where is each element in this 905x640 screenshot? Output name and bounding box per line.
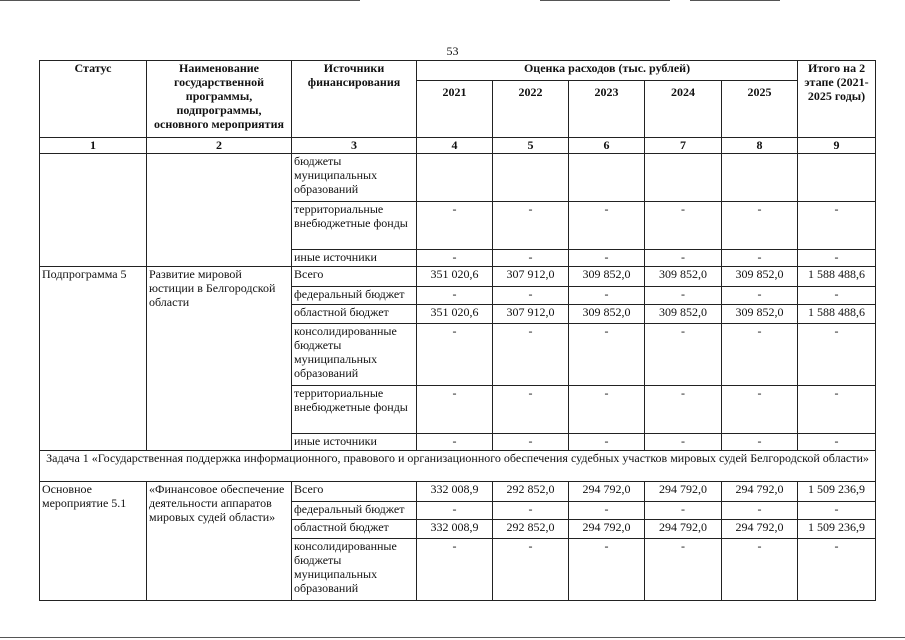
value-cell <box>417 154 493 202</box>
value-cell: 309 852,0 <box>645 267 722 287</box>
value-cell: 309 852,0 <box>569 267 645 287</box>
value-cell: - <box>569 287 645 305</box>
source-label: территориальные внебюджетные фонды <box>292 202 417 250</box>
value-cell: - <box>493 502 569 520</box>
value-cell: - <box>798 324 876 386</box>
header-status: Статус <box>40 61 147 138</box>
value-cell: - <box>722 386 798 434</box>
measure-row <box>40 482 876 502</box>
top-edge-line-far-right <box>690 0 780 1</box>
value-cell: - <box>645 386 722 434</box>
value-cell: 1 509 236,9 <box>798 482 876 502</box>
continuation-row <box>40 154 876 202</box>
value-cell: - <box>493 287 569 305</box>
source-label: областной бюджет <box>292 305 417 324</box>
source-label: федеральный бюджет <box>292 287 417 305</box>
source-label: федеральный бюджет <box>292 502 417 520</box>
value-cell: - <box>569 539 645 601</box>
value-cell: 292 852,0 <box>493 482 569 502</box>
header-name: Наименование государственной программы, подпрограммы, основного мероприятия <box>147 61 292 138</box>
value-cell: - <box>493 386 569 434</box>
value-cell: 309 852,0 <box>722 305 798 324</box>
value-cell: - <box>417 324 493 386</box>
header-year: 2022 <box>493 81 569 138</box>
column-number: 7 <box>645 138 722 154</box>
value-cell: - <box>569 434 645 451</box>
value-cell: - <box>645 324 722 386</box>
column-number: 1 <box>40 138 147 154</box>
continuation-name-cell <box>147 154 292 267</box>
source-label: консолидированные бюджеты муниципальных образований <box>292 539 417 601</box>
value-cell: - <box>493 250 569 267</box>
value-cell: - <box>798 502 876 520</box>
source-label: Всего <box>292 267 417 287</box>
source-label: Всего <box>292 482 417 502</box>
value-cell: 1 509 236,9 <box>798 520 876 539</box>
value-cell: - <box>417 287 493 305</box>
header-year: 2025 <box>722 81 798 138</box>
value-cell: - <box>722 539 798 601</box>
value-cell: - <box>417 434 493 451</box>
top-edge-line-left <box>0 0 360 1</box>
value-cell: 309 852,0 <box>569 305 645 324</box>
column-number: 8 <box>722 138 798 154</box>
source-label: иные источники <box>292 434 417 451</box>
value-cell <box>645 154 722 202</box>
column-number-row <box>40 138 876 154</box>
value-cell: - <box>569 324 645 386</box>
value-cell: 351 020,6 <box>417 267 493 287</box>
measure-name: «Финансовое обеспечение деятельности аппаратов мировых судей области» <box>147 482 292 601</box>
value-cell: - <box>569 202 645 250</box>
value-cell: 294 792,0 <box>569 482 645 502</box>
header-source: Источники финансирования <box>292 61 417 138</box>
measure-status: Основное мероприятие 5.1 <box>40 482 147 601</box>
value-cell: - <box>417 502 493 520</box>
value-cell: - <box>798 287 876 305</box>
source-label: консолидированные бюджеты муниципальных образований <box>292 324 417 386</box>
value-cell: 332 008,9 <box>417 482 493 502</box>
value-cell: - <box>569 250 645 267</box>
value-cell: - <box>798 434 876 451</box>
value-cell: 332 008,9 <box>417 520 493 539</box>
value-cell: - <box>798 250 876 267</box>
header-year: 2023 <box>569 81 645 138</box>
value-cell: 307 912,0 <box>493 267 569 287</box>
header-year: 2024 <box>645 81 722 138</box>
value-cell: 309 852,0 <box>645 305 722 324</box>
task-title: Задача 1 «Государственная поддержка информационного, правового и организационного обеспечения судебных участков мировых судей Белгородской области» <box>40 451 876 482</box>
header-total: Итого на 2 этапе (2021-2025 годы) <box>798 61 876 138</box>
value-cell: 294 792,0 <box>645 520 722 539</box>
top-edge-line-right <box>540 0 670 1</box>
value-cell: - <box>645 539 722 601</box>
value-cell: - <box>722 502 798 520</box>
value-cell <box>722 154 798 202</box>
source-label: иные источники <box>292 250 417 267</box>
value-cell: - <box>417 386 493 434</box>
value-cell: 309 852,0 <box>722 267 798 287</box>
column-number: 2 <box>147 138 292 154</box>
budget-table <box>39 60 876 601</box>
task-row <box>40 451 876 482</box>
value-cell: 294 792,0 <box>722 482 798 502</box>
header-estimate: Оценка расходов (тыс. рублей) <box>417 61 798 81</box>
value-cell: 294 792,0 <box>722 520 798 539</box>
value-cell: - <box>569 502 645 520</box>
value-cell <box>569 154 645 202</box>
value-cell: - <box>722 434 798 451</box>
value-cell: - <box>645 434 722 451</box>
page-number: 53 <box>446 44 459 58</box>
value-cell: - <box>722 250 798 267</box>
source-label: территориальные внебюджетные фонды <box>292 386 417 434</box>
value-cell: 1 588 488,6 <box>798 305 876 324</box>
header-year: 2021 <box>417 81 493 138</box>
value-cell: - <box>493 324 569 386</box>
value-cell: 1 588 488,6 <box>798 267 876 287</box>
column-number: 6 <box>569 138 645 154</box>
column-number: 5 <box>493 138 569 154</box>
value-cell: - <box>722 324 798 386</box>
value-cell: - <box>417 539 493 601</box>
value-cell: - <box>645 502 722 520</box>
value-cell: - <box>645 250 722 267</box>
value-cell <box>493 154 569 202</box>
value-cell: - <box>798 202 876 250</box>
value-cell: - <box>417 250 493 267</box>
value-cell: 294 792,0 <box>569 520 645 539</box>
value-cell: - <box>645 287 722 305</box>
bottom-edge-line <box>0 637 905 638</box>
value-cell: - <box>493 434 569 451</box>
subprogram-name: Развитие мировой юстиции в Белгородской области <box>147 267 292 451</box>
header-row-1 <box>40 61 876 81</box>
value-cell: - <box>798 539 876 601</box>
value-cell: 351 020,6 <box>417 305 493 324</box>
continuation-status-cell <box>40 154 147 267</box>
value-cell: - <box>722 202 798 250</box>
column-number: 3 <box>292 138 417 154</box>
column-number: 9 <box>798 138 876 154</box>
value-cell: 292 852,0 <box>493 520 569 539</box>
value-cell: - <box>798 386 876 434</box>
column-number: 4 <box>417 138 493 154</box>
value-cell: - <box>493 202 569 250</box>
source-label: бюджеты муниципальных образований <box>292 154 417 202</box>
value-cell: 294 792,0 <box>645 482 722 502</box>
value-cell: 307 912,0 <box>493 305 569 324</box>
value-cell: - <box>417 202 493 250</box>
value-cell: - <box>569 386 645 434</box>
subprogram-status: Подпрограмма 5 <box>40 267 147 451</box>
value-cell: - <box>722 287 798 305</box>
source-label: областной бюджет <box>292 520 417 539</box>
value-cell: - <box>645 202 722 250</box>
subprogram-row <box>40 267 876 287</box>
value-cell: - <box>493 539 569 601</box>
value-cell <box>798 154 876 202</box>
